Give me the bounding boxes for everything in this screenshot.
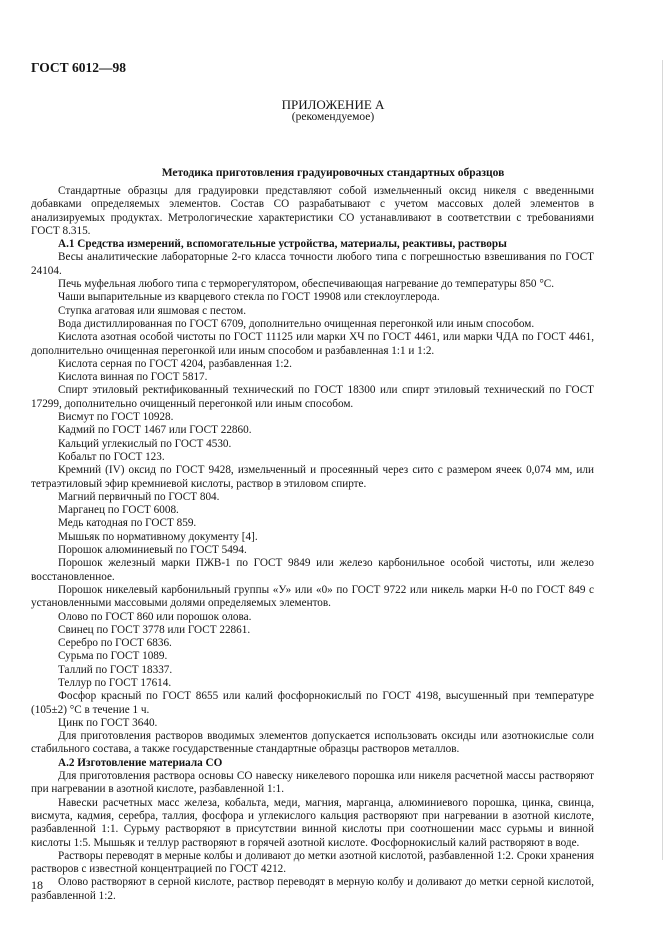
paragraph: Серебро по ГОСТ 6836. [58,637,172,650]
paragraph: Олово по ГОСТ 860 или порошок олова. [58,610,252,623]
paragraph: Висмут по ГОСТ 10928. [58,411,174,424]
paragraph: Свинец по ГОСТ 3778 или ГОСТ 22861. [58,623,251,636]
paragraph: Марганец по ГОСТ 6008. [58,504,179,517]
paragraph: Фосфор красный по ГОСТ 8655 или калий фосфорнокислый по ГОСТ 4198, высушенный при температуре (105±2) °С в течение 1 ч. [31,690,594,716]
scan-edge-line [662,60,663,860]
paragraph: Кальций углекислый по ГОСТ 4530. [58,437,232,450]
paragraph: Спирт этиловый ректификованный технический по ГОСТ 18300 или спирт этиловый технический по ГОСТ 17299, дополнительно очищенный перегонкой или иным способом. [31,384,594,410]
paragraph: Печь муфельная любого типа с терморегулятором, обеспечивающая нагревание до температуры 850 °С. [58,278,555,291]
paragraph: Навески расчетных масс железа, кобальта, меди, магния, марганца, алюминиевого порошка, цинка, свинца, висмута, кадмия, серебра, таллия, фосфора и углекислого кальция растворяют при нагревании в азотной кислоте, разбавленной 1:1. Сурьму растворяют в присутствии винной кислоты при соотношении масс сурьмы и винной кислоты 1:5. Мышьяк и теллур растворяют в горячей азотной кислоте. Фосфорнокислый калий растворяют в воде. [31,796,594,849]
paragraph: Кислота винная по ГОСТ 5817. [58,371,208,384]
paragraph: Кислота азотная особой чистоты по ГОСТ 11125 или марки ХЧ по ГОСТ 4461, или марки ЧДА по ГОСТ 4461, дополнительно очищенная перегонкой или иным способом и разбавленная 1:1 и 1:2. [31,331,594,357]
paragraph: Кадмий по ГОСТ 1467 или ГОСТ 22860. [58,424,252,437]
paragraph: Олово растворяют в серной кислоте, раствор переводят в мерную колбу и доливают до метки серной кислотой, разбавленной 1:2. [31,876,594,902]
paragraph: Стандартные образцы для градуировки представляют собой измельченный оксид никеля с введенными добавками определяемых элементов. Состав СО разрабатывают с учетом массовых долей элементов в анализируемых продуктах. Метрологические характеристики СО устанавливают в соответствии с требованиями ГОСТ 8.315. [31,185,594,237]
appendix-title: ПРИЛОЖЕНИЕ А [281,97,385,112]
paragraph: Сурьма по ГОСТ 1089. [58,650,168,663]
paragraph: Кобальт по ГОСТ 123. [58,450,165,463]
paragraph: Кремний (IV) оксид по ГОСТ 9428, измельченный и просеянный через сито с размером ячеек 0,074 мм, или тетраэтиловый эфир кремниевой кислоты, раствор в этиловом спирте. [31,464,594,490]
paragraph: Порошок алюминиевый по ГОСТ 5494. [58,544,247,557]
paragraph: Цинк по ГОСТ 3640. [58,716,158,729]
paragraph: Медь катодная по ГОСТ 859. [58,517,197,530]
paragraph: Таллий по ГОСТ 18337. [58,663,173,676]
paragraph: Весы аналитические лабораторные 2-го класса точности любого типа с погрешностью взвешивания по ГОСТ 24104. [31,251,594,277]
section-heading: А.1 Средства измерений, вспомогательные устройства, материалы, реактивы, растворы [58,238,507,251]
paragraph: Вода дистиллированная по ГОСТ 6709, дополнительно очищенная перегонкой или иным способом. [58,317,535,330]
paragraph: Порошок никелевый карбонильный группы «У» или «0» по ГОСТ 9722 или никель марки Н-0 по ГОСТ 849 с установленными массовыми долями определяемых элементов. [31,583,594,610]
standard-code-header: ГОСТ 6012—98 [31,60,127,75]
paragraph: Мышьяк по нормативному документу [4]. [58,530,258,543]
section-heading: А.2 Изготовление материала СО [58,756,223,769]
paragraph: Кислота серная по ГОСТ 4204, разбавленная 1:2. [58,357,292,370]
paragraph: Магний первичный по ГОСТ 804. [58,490,220,503]
paragraph: Ступка агатовая или яшмовая с пестом. [58,304,247,317]
paragraph: Порошок железный марки ПЖВ-1 по ГОСТ 9849 или железо карбонильное особой чистоты, или железо восстановленное. [31,557,594,583]
paragraph: Чаши выпарительные из кварцевого стекла по ГОСТ 19908 или стеклоуглерода. [58,291,440,304]
paragraph: Для приготовления раствора основы СО навеску никелевого порошка или никеля расчетной массы растворяют при нагревании в азотной кислоте, разбавленной 1:1. [31,770,594,796]
paragraph: Для приготовления растворов вводимых элементов допускается использовать оксиды или азотнокислые соли стабильного состава, а также государственные стандартные образцы растворов металлов. [31,730,594,756]
method-title: Методика приготовления градуировочных стандартных образцов [161,167,505,179]
paragraph: Теллур по ГОСТ 17614. [58,676,172,689]
page-number: 18 [31,878,43,892]
paragraph: Растворы переводят в мерные колбы и доливают до метки азотной кислотой, разбавленной 1:2. Сроки хранения растворов с известной концентрацией по ГОСТ 4212. [31,849,594,876]
document-body [31,185,594,903]
appendix-subtitle: (рекомендуемое) [291,111,375,123]
